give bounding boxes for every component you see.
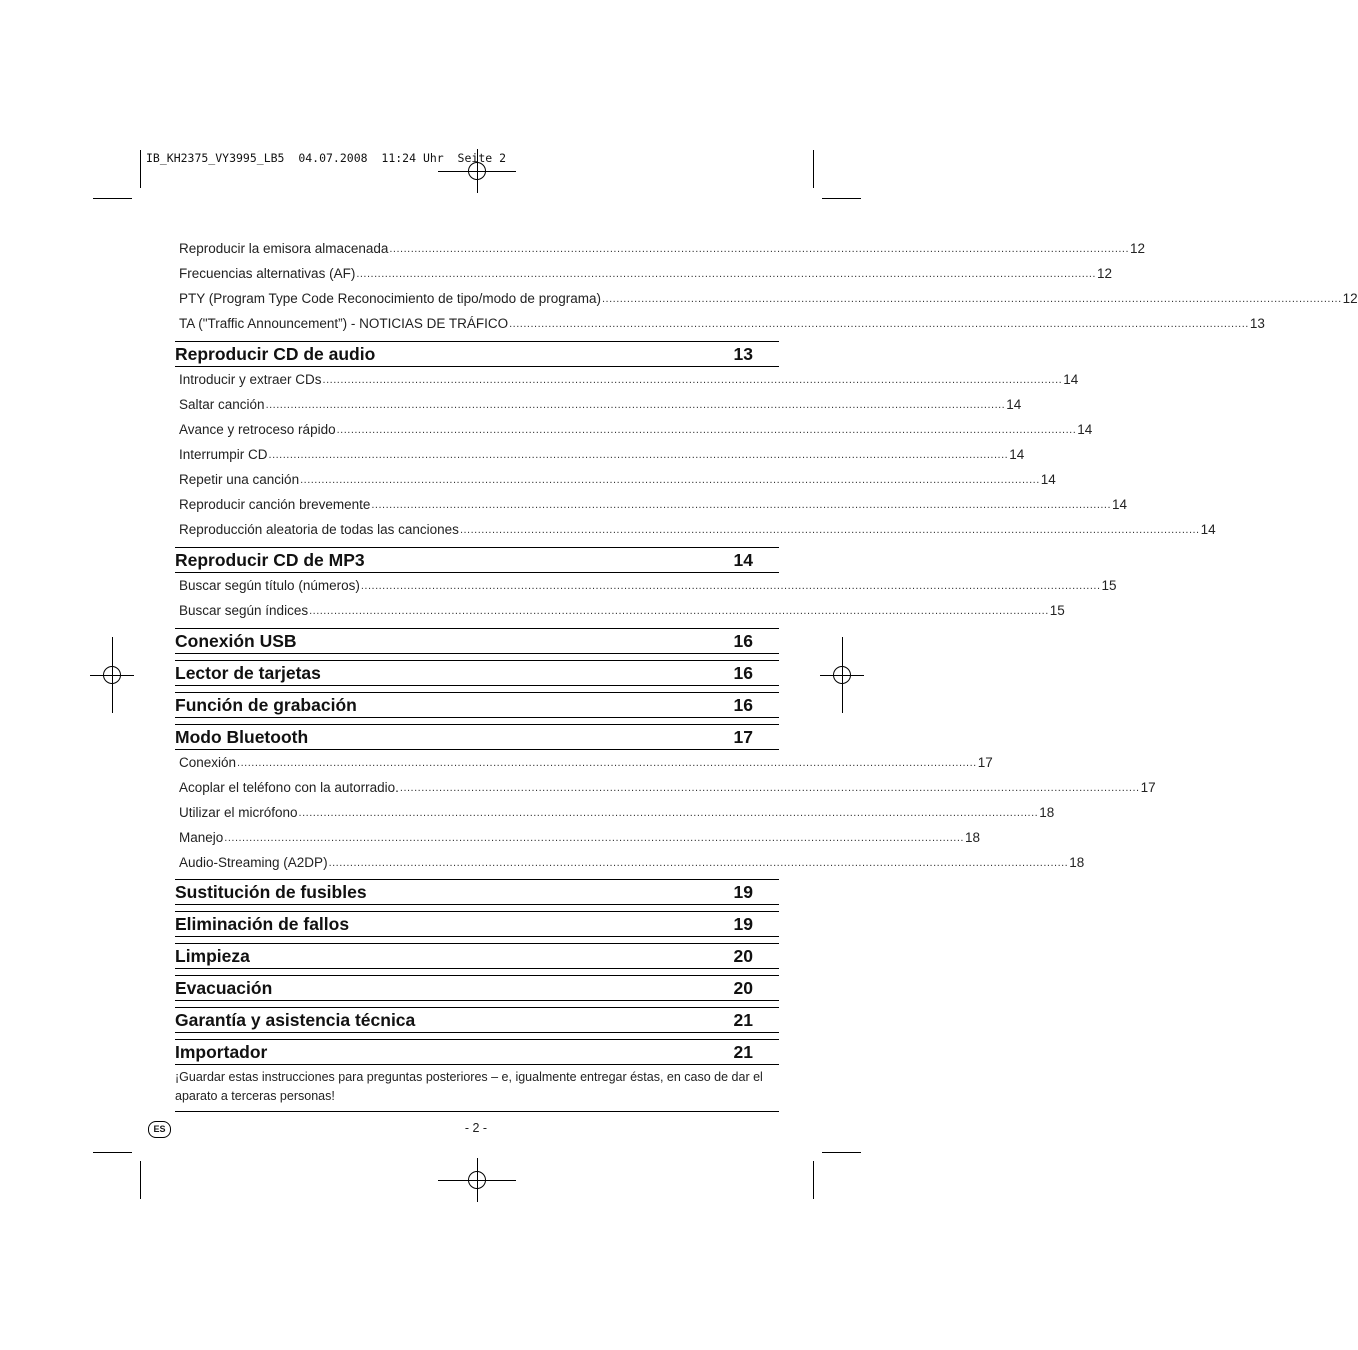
toc-entry-label: Buscar según título (números) — [179, 578, 360, 593]
toc-section-page: 19 — [733, 881, 753, 902]
toc-section-page: 19 — [733, 913, 753, 934]
toc-entry-label: Manejo — [179, 830, 224, 845]
dot-leader: ................................................................................................................................................................................................................ — [268, 449, 1009, 461]
dot-leader: ................................................................................................................................................................................................................ — [309, 605, 1049, 617]
toc-entry[interactable] — [175, 392, 1022, 417]
toc-section[interactable] — [175, 724, 779, 750]
toc-entry-label: Utilizar el micrófono — [179, 805, 298, 820]
toc-entry[interactable] — [175, 417, 1093, 442]
toc-entry[interactable] — [175, 800, 1055, 825]
toc-section-label: Eliminación de fallos — [175, 913, 350, 934]
toc-entry[interactable] — [175, 750, 993, 775]
dot-leader: ................................................................................................................................................................................................................ — [356, 268, 1096, 280]
toc-section-label: Reproducir CD de audio — [175, 343, 376, 364]
toc-section[interactable] — [175, 943, 779, 969]
toc-section[interactable] — [175, 975, 779, 1001]
toc-entry-page: 12 — [1097, 266, 1113, 281]
toc-entry-page: 18 — [1039, 805, 1055, 820]
toc-entry-label: Acoplar el teléfono con la autorradio. — [179, 780, 399, 795]
toc-entry[interactable] — [175, 850, 1085, 875]
toc-entry-page: 14 — [1063, 372, 1079, 387]
toc-section-page: 21 — [733, 1009, 753, 1030]
crop-mark — [822, 198, 861, 199]
toc-section-page: 20 — [733, 977, 753, 998]
toc-entry-label: Interrumpir CD — [179, 447, 268, 462]
toc-section-label: Importador — [175, 1041, 268, 1062]
toc-section[interactable] — [175, 660, 779, 686]
toc-section-label: Sustitución de fusibles — [175, 881, 367, 902]
crop-mark — [822, 1152, 861, 1153]
toc-entry-label: TA ("Traffic Announcement”) - NOTICIAS DE TRÁFICO — [179, 316, 509, 331]
toc-entry-label: Audio-Streaming (A2DP) — [179, 855, 328, 870]
toc-entry-label: Reproducir la emisora almacenada — [179, 241, 389, 256]
print-slug: IB_KH2375_VY3995_LB5 04.07.2008 11:24 Uhr Seite 2 — [146, 151, 507, 165]
toc-section[interactable] — [175, 628, 779, 654]
toc-section-page: 14 — [733, 549, 753, 570]
footer-rule — [175, 1111, 779, 1112]
toc-entry-page: 12 — [1130, 241, 1146, 256]
toc-entry-label: Introducir y extraer CDs — [179, 372, 322, 387]
dot-leader: ................................................................................................................................................................................................................ — [459, 524, 1200, 536]
toc-entry[interactable] — [175, 775, 1156, 800]
toc-entry-label: Repetir una canción — [179, 472, 300, 487]
toc-entry-page: 14 — [1112, 497, 1128, 512]
dot-leader: ................................................................................................................................................................................................................ — [336, 424, 1077, 436]
toc-entry[interactable] — [175, 517, 1216, 542]
toc-section-label: Conexión USB — [175, 630, 297, 651]
dot-leader: ................................................................................................................................................................................................................ — [224, 832, 964, 844]
toc-entry-label: Reproducir canción brevemente — [179, 497, 371, 512]
dot-leader: ................................................................................................................................................................................................................ — [328, 857, 1069, 869]
toc-section-label: Función de grabación — [175, 694, 357, 715]
toc-entry[interactable] — [175, 286, 1358, 311]
toc-section[interactable] — [175, 341, 779, 367]
dot-leader: ................................................................................................................................................................................................................ — [322, 374, 1063, 386]
crop-mark — [813, 150, 814, 188]
toc-section[interactable] — [175, 547, 779, 573]
toc-section-label: Modo Bluetooth — [175, 726, 309, 747]
page-number: - 2 - — [464, 1121, 488, 1135]
toc-entry-page: 17 — [977, 755, 993, 770]
language-badge: ES — [148, 1121, 171, 1138]
toc-entry-page: 14 — [1077, 422, 1093, 437]
toc-section-page: 16 — [733, 694, 753, 715]
toc-entry-page: 13 — [1249, 316, 1265, 331]
toc-entry[interactable] — [175, 236, 1146, 261]
keep-instructions-note: ¡Guardar estas instrucciones para preguntas posteriores – e, igualmente entregar éstas, en caso de dar el aparato a terceras personas! — [175, 1070, 763, 1103]
toc-entry-page: 15 — [1049, 603, 1065, 618]
toc-entry-label: Conexión — [179, 755, 237, 770]
toc-section[interactable] — [175, 1007, 779, 1033]
dot-leader: ................................................................................................................................................................................................................ — [265, 399, 1006, 411]
dot-leader: ................................................................................................................................................................................................................ — [389, 243, 1130, 255]
toc-section[interactable] — [175, 879, 779, 905]
toc-section-label: Reproducir CD de MP3 — [175, 549, 365, 570]
dot-leader: ................................................................................................................................................................................................................ — [371, 499, 1112, 511]
dot-leader: ................................................................................................................................................................................................................ — [601, 293, 1342, 305]
toc-entry-label: Saltar canción — [179, 397, 265, 412]
toc-entry-page: 14 — [1040, 472, 1056, 487]
toc-section-page: 21 — [733, 1041, 753, 1062]
toc-entry-label: PTY (Program Type Code Reconocimiento de tipo/modo de programa) — [179, 291, 601, 306]
crop-mark — [93, 198, 132, 199]
toc-entry-label: Frecuencias alternativas (AF) — [179, 266, 356, 281]
dot-leader: ................................................................................................................................................................................................................ — [298, 807, 1039, 819]
table-of-contents — [175, 236, 1358, 1065]
toc-entry-label: Buscar según índices — [179, 603, 309, 618]
toc-entry-label: Avance y retroceso rápido — [179, 422, 336, 437]
toc-section-label: Garantía y asistencia técnica — [175, 1009, 416, 1030]
toc-entry-page: 18 — [1069, 855, 1085, 870]
crop-mark — [813, 1161, 814, 1199]
toc-entry-page: 17 — [1140, 780, 1156, 795]
toc-entry[interactable] — [175, 261, 1113, 286]
toc-entry[interactable] — [175, 573, 1117, 598]
toc-section-label: Limpieza — [175, 945, 250, 966]
toc-section-page: 16 — [733, 662, 753, 683]
toc-entry-page: 12 — [1342, 291, 1358, 306]
toc-entry[interactable] — [175, 825, 980, 850]
toc-entry-page: 18 — [964, 830, 980, 845]
toc-section[interactable] — [175, 911, 779, 937]
dot-leader: ................................................................................................................................................................................................................ — [300, 474, 1040, 486]
dot-leader: ................................................................................................................................................................................................................ — [360, 580, 1101, 592]
toc-entry[interactable] — [175, 467, 1056, 492]
toc-entry-page: 14 — [1006, 397, 1022, 412]
toc-section-page: 17 — [733, 726, 753, 747]
toc-section-label: Lector de tarjetas — [175, 662, 321, 683]
toc-section[interactable] — [175, 1039, 779, 1065]
toc-entry[interactable] — [175, 442, 1025, 467]
crop-mark — [93, 1152, 132, 1153]
toc-entry-page: 14 — [1200, 522, 1216, 537]
crop-mark — [140, 1161, 141, 1199]
toc-section-page: 16 — [733, 630, 753, 651]
toc-section-page: 20 — [733, 945, 753, 966]
toc-entry[interactable] — [175, 598, 1065, 623]
toc-section-page: 13 — [733, 343, 753, 364]
toc-section[interactable] — [175, 692, 779, 718]
dot-leader: ................................................................................................................................................................................................................ — [237, 757, 977, 769]
toc-entry[interactable] — [175, 367, 1079, 392]
toc-section-label: Evacuación — [175, 977, 273, 998]
crop-mark — [140, 150, 141, 188]
dot-leader: ................................................................................................................................................................................................................ — [399, 782, 1140, 794]
toc-entry-label: Reproducción aleatoria de todas las canciones — [179, 522, 459, 537]
toc-entry[interactable] — [175, 492, 1128, 517]
toc-entry-page: 14 — [1009, 447, 1025, 462]
dot-leader: ................................................................................................................................................................................................................ — [509, 318, 1249, 330]
toc-entry-page: 15 — [1101, 578, 1117, 593]
toc-entry[interactable] — [175, 311, 1265, 336]
